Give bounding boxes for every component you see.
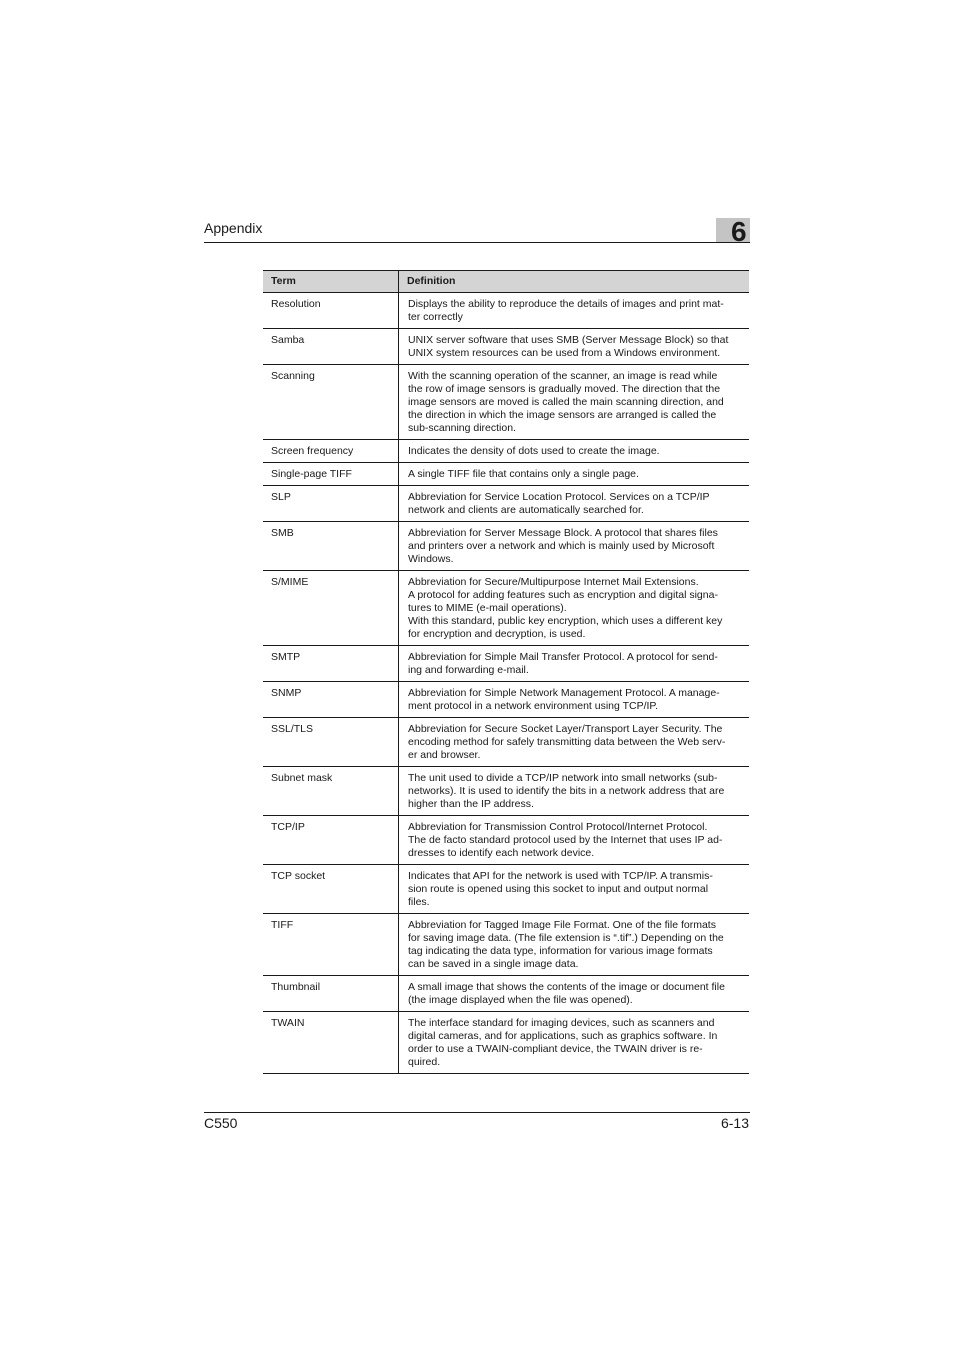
table-row [263, 365, 749, 440]
definition-cell [399, 718, 750, 767]
definition-line: The interface standard for imaging devices, such as scanners and [408, 1017, 715, 1029]
definition-line: Indicates that API for the network is used with TCP/IP. A transmis- [408, 870, 713, 882]
term-cell: SLP [263, 486, 399, 522]
definition-line: Displays the ability to reproduce the details of images and print mat- [408, 298, 724, 310]
definition-cell [399, 767, 750, 816]
definition-cell [399, 522, 750, 571]
definition-line: tag indicating the data type, information for various image formats [408, 945, 713, 957]
definition-cell [399, 682, 750, 718]
term-cell: TIFF [263, 914, 399, 976]
definition-line: The de facto standard protocol used by the Internet that uses IP ad- [408, 834, 723, 846]
definition-line: network and clients are automatically searched for. [408, 504, 644, 516]
definition-line: ing and forwarding e-mail. [408, 664, 529, 676]
definition-cell [399, 571, 750, 646]
term-cell: TCP/IP [263, 816, 399, 865]
model-name: C550 [204, 1115, 238, 1131]
definition-line: A small image that shows the contents of the image or document file [408, 981, 725, 993]
definition-cell [399, 365, 750, 440]
term-cell: SSL/TLS [263, 718, 399, 767]
definition-cell [399, 976, 750, 1012]
term-cell: Resolution [263, 293, 399, 329]
definition-line: for encryption and decryption, is used. [408, 628, 586, 640]
definition-cell [399, 646, 750, 682]
table-row [263, 522, 749, 571]
definition-line: UNIX server software that uses SMB (Server Message Block) so that [408, 334, 729, 346]
definition-line: (the image displayed when the file was opened). [408, 994, 633, 1006]
definition-cell [399, 1012, 750, 1074]
term-cell: TWAIN [263, 1012, 399, 1074]
definition-line: er and browser. [408, 749, 481, 761]
definition-line: The unit used to divide a TCP/IP network into small networks (sub- [408, 772, 718, 784]
chapter-number: 6 [731, 216, 747, 247]
definition-line: the row of image sensors is gradually moved. The direction that the [408, 383, 721, 395]
definition-cell [399, 914, 750, 976]
table-row [263, 440, 749, 463]
definition-line: the direction in which the image sensors are arranged is called the [408, 409, 717, 421]
table-row [263, 718, 749, 767]
definition-line: digital cameras, and for applications, such as graphics software. In [408, 1030, 718, 1042]
definition-line: With this standard, public key encryption, which uses a different key [408, 615, 723, 627]
definition-cell [399, 293, 750, 329]
header-divider [204, 242, 750, 243]
term-cell: Single-page TIFF [263, 463, 399, 486]
definition-line: order to use a TWAIN-compliant device, the TWAIN driver is re- [408, 1043, 703, 1055]
table-row [263, 463, 749, 486]
term-cell: SMB [263, 522, 399, 571]
term-cell: TCP socket [263, 865, 399, 914]
definition-cell [399, 816, 750, 865]
definition-line: Abbreviation for Secure Socket Layer/Transport Layer Security. The [408, 723, 723, 735]
definition-line: dresses to identify each network device. [408, 847, 595, 859]
definition-line: Abbreviation for Tagged Image File Format. One of the file formats [408, 919, 716, 931]
definition-line: sion route is opened using this socket to input and output normal [408, 883, 709, 895]
term-cell: S/MIME [263, 571, 399, 646]
table-header-row [263, 271, 749, 293]
definition-cell [399, 463, 750, 486]
table-row [263, 329, 749, 365]
definition-line: With the scanning operation of the scanner, an image is read while [408, 370, 718, 382]
table-row [263, 293, 749, 329]
definition-cell [399, 329, 750, 365]
footer-divider [204, 1112, 750, 1113]
definition-line: Abbreviation for Simple Mail Transfer Protocol. A protocol for send- [408, 651, 718, 663]
table-row [263, 914, 749, 976]
definition-line: Abbreviation for Server Message Block. A protocol that shares files [408, 527, 718, 539]
definition-line: Abbreviation for Service Location Protocol. Services on a TCP/IP [408, 491, 710, 503]
table-row [263, 865, 749, 914]
definition-line: sub-scanning direction. [408, 422, 516, 434]
definition-line: UNIX system resources can be used from a Windows environment. [408, 347, 721, 359]
term-cell: Samba [263, 329, 399, 365]
term-cell: SMTP [263, 646, 399, 682]
table-row [263, 571, 749, 646]
page-number: 6-13 [720, 1115, 749, 1131]
glossary-body [263, 293, 749, 1074]
table-row [263, 646, 749, 682]
definition-line: encoding method for safely transmitting data between the Web serv- [408, 736, 726, 748]
table-row [263, 976, 749, 1012]
definition-line: Abbreviation for Transmission Control Protocol/Internet Protocol. [408, 821, 708, 833]
term-cell: Subnet mask [263, 767, 399, 816]
table-row [263, 486, 749, 522]
definition-line: can be saved in a single image data. [408, 958, 579, 970]
definition-line: ment protocol in a network environment using TCP/IP. [408, 700, 658, 712]
table-row [263, 816, 749, 865]
definition-line: Indicates the density of dots used to create the image. [408, 445, 660, 457]
column-header-definition: Definition [399, 271, 750, 293]
definition-cell [399, 440, 750, 463]
definition-line: ter correctly [408, 311, 463, 323]
definition-line: higher than the IP address. [408, 798, 534, 810]
table-row [263, 682, 749, 718]
definition-line: Abbreviation for Secure/Multipurpose Internet Mail Extensions. [408, 576, 699, 588]
section-title: Appendix [204, 220, 263, 236]
definition-line: and printers over a network and which is mainly used by Microsoft [408, 540, 715, 552]
definition-cell [399, 865, 750, 914]
term-cell: SNMP [263, 682, 399, 718]
definition-line: A protocol for adding features such as encryption and digital signa- [408, 589, 718, 601]
definition-line: quired. [408, 1056, 441, 1068]
glossary-table [263, 270, 749, 1074]
definition-cell [399, 486, 750, 522]
definition-line: files. [408, 896, 430, 908]
table-row [263, 767, 749, 816]
definition-line: Windows. [408, 553, 454, 565]
definition-line: image sensors are moved is called the main scanning direction, and [408, 396, 724, 408]
definition-line: A single TIFF file that contains only a single page. [408, 468, 639, 480]
definition-line: tures to MIME (e-mail operations). [408, 602, 567, 614]
term-cell: Screen frequency [263, 440, 399, 463]
column-header-term: Term [263, 271, 399, 293]
term-cell: Scanning [263, 365, 399, 440]
definition-line: for saving image data. (The file extension is “.tif”.) Depending on the [408, 932, 724, 944]
definition-line: networks). It is used to identify the bits in a network address that are [408, 785, 725, 797]
term-cell: Thumbnail [263, 976, 399, 1012]
definition-line: Abbreviation for Simple Network Management Protocol. A manage- [408, 687, 720, 699]
table-row [263, 1012, 749, 1074]
